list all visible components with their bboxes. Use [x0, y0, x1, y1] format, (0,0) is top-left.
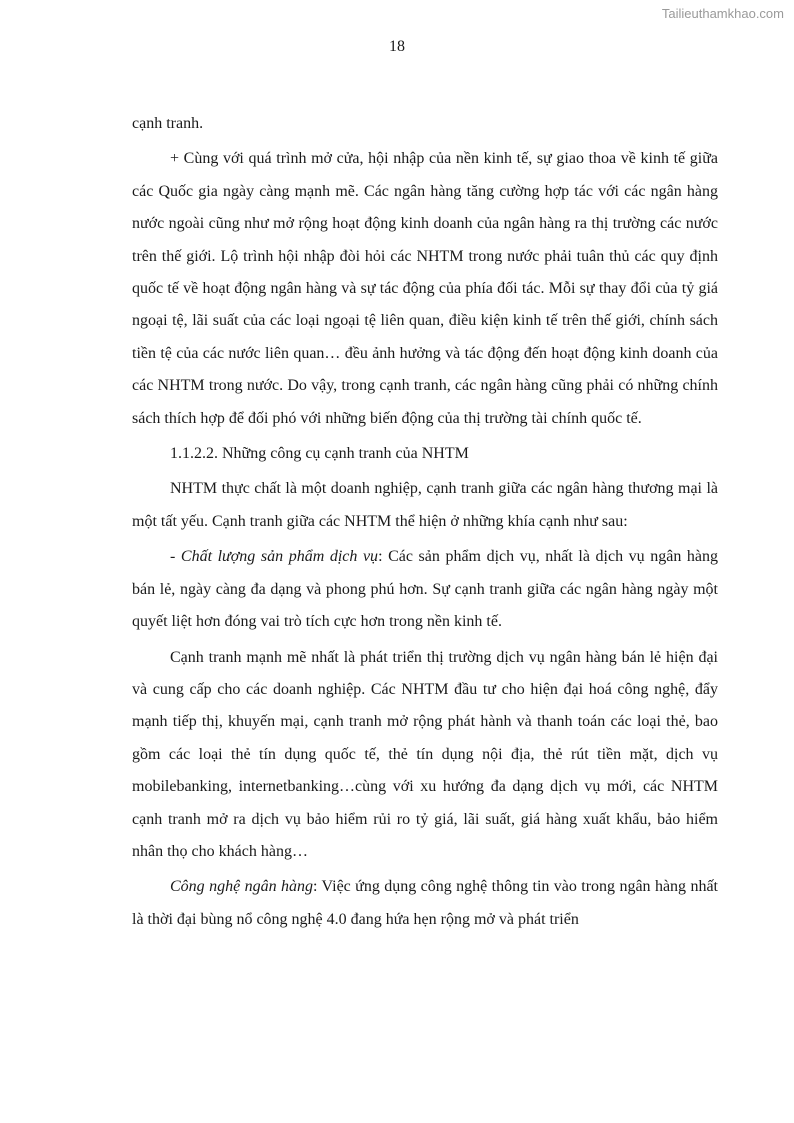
document-body	[132, 108, 718, 939]
term-service-quality: Chất lượng sản phẩm dịch vụ	[180, 548, 379, 566]
term-banking-technology: Công nghệ ngân hàng	[170, 878, 313, 896]
page-number: 18	[389, 38, 405, 55]
paragraph-retail-banking: Cạnh tranh mạnh mẽ nhất là phát triển thị trường dịch vụ ngân hàng bán lẻ hiện đại và cung cấp cho các doanh nghiệp. Các NHTM đầu tư cho hiện đại hoá công nghệ, đẩy mạnh tiếp thị, khuyến mại, cạnh tranh mở rộng phát hành và thanh toán các loại thẻ, bao gồm các loại thẻ tín dụng quốc tế, thẻ tín dụng nội địa, thẻ rút tiền mặt, dịch vụ mobilebanking, internetbanking…cùng với xu hướng đa dạng dịch vụ mới, các NHTM cạnh tranh mở ra dịch vụ bảo hiểm rủi ro tỷ giá, lãi suất, giá hàng xuất khẩu, bảo hiểm nhân thọ cho khách hàng…	[132, 648, 718, 860]
watermark: Tailieuthamkhao.com	[661, 6, 784, 21]
paragraph-banking-technology	[132, 871, 718, 936]
service-quality-text: : Các sản phẩm dịch vụ, nhất là dịch vụ ngân hàng bán lẻ, ngày càng đa dạng và phong phú hơn. Sự cạnh tranh giữa các ngân hàng ngày một quyết liệt hơn đóng vai trò tích cực hơn trong nền kinh tế.	[132, 548, 718, 631]
paragraph-continuation: cạnh tranh.	[132, 115, 204, 132]
paragraph-service-quality	[132, 541, 718, 638]
section-heading: 1.1.2.2. Những công cụ cạnh tranh của NHTM	[170, 445, 469, 463]
banking-technology-text: : Việc ứng dụng công nghệ thông tin vào trong ngân hàng nhất là thời đại bùng nổ công nghệ 4.0 đang hứa hẹn rộng mở và phát triển	[132, 878, 719, 928]
paragraph-integration: + Cùng với quá trình mở cửa, hội nhập của nền kinh tế, sự giao thoa về kinh tế giữa các Quốc gia ngày càng mạnh mẽ. Các ngân hàng tăng cường hợp tác với các ngân hàng nước ngoài cũng như mở rộng hoạt động kinh doanh của ngân hàng ra thị trường các nước trên thế giới. Lộ trình hội nhập đòi hỏi các NHTM trong nước phải tuân thủ các quy định quốc tế về hoạt động ngân hàng và sự tác động của phía đối tác. Mỗi sự thay đổi của tỷ giá ngoại tệ, lãi suất của các loại ngoại tệ liên quan, điều kiện kinh tế trên thế giới, chính sách tiền tệ của các nước liên quan… đều ảnh hưởng và tác động đến hoạt động kinh doanh của các NHTM trong nước. Do vậy, trong cạnh tranh, các ngân hàng cũng phải có những chính sách thích hợp để đối phó với những biến động của thị trường tài chính quốc tế.	[132, 150, 718, 427]
bullet-prefix: -	[170, 548, 181, 566]
paragraph-competition-intro: NHTM thực chất là một doanh nghiệp, cạnh tranh giữa các ngân hàng thương mại là một tất yếu. Cạnh tranh giữa các NHTM thể hiện ở những khía cạnh như sau:	[132, 480, 718, 530]
